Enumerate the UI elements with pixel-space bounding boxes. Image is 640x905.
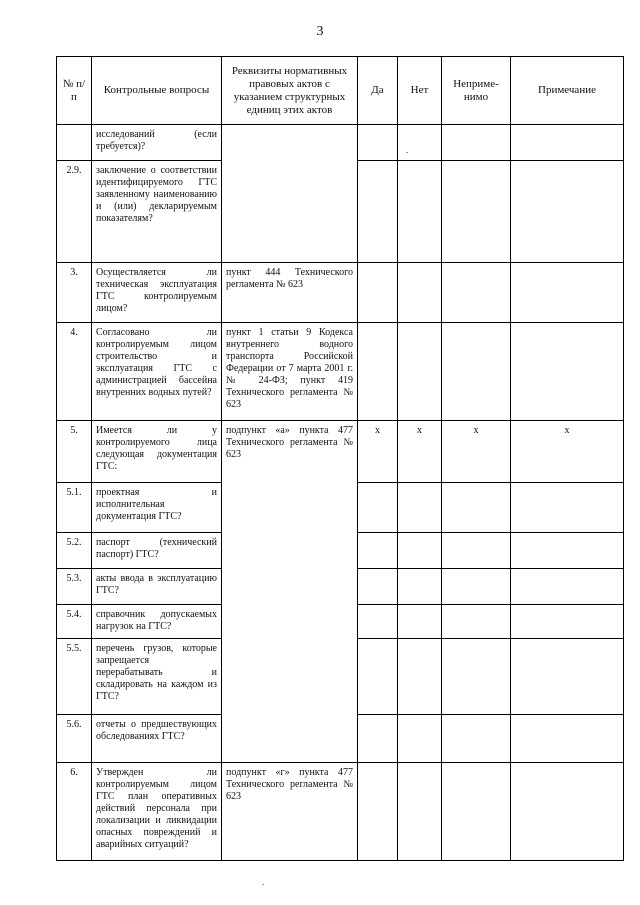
row-not-applicable-cell: [442, 125, 511, 161]
scan-speck: [406, 152, 408, 153]
row-number: 5.: [57, 421, 92, 483]
row-note-cell: [511, 263, 624, 323]
header-not-applicable: Неприме-нимо: [442, 57, 511, 125]
row-question: перечень грузов, которые запрещается перерабатывать и складировать на каждом из ГТС?: [92, 639, 222, 715]
row-note-cell: [511, 639, 624, 715]
row-not-applicable-cell: [442, 569, 511, 605]
row-yes-cell: [358, 263, 398, 323]
row-no-cell: [398, 763, 442, 861]
row-number: 5.1.: [57, 483, 92, 533]
row-no-cell: [398, 263, 442, 323]
row-number: 5.4.: [57, 605, 92, 639]
row-not-applicable-cell: [442, 639, 511, 715]
row-note-cell: [511, 569, 624, 605]
header-note: Примечание: [511, 57, 624, 125]
row-note-cell: [511, 125, 624, 161]
table-row: [57, 323, 624, 421]
row-question: справочник допускаемых нагрузок на ГТС?: [92, 605, 222, 639]
row-not-applicable-cell: [442, 715, 511, 763]
row-reference: пункт 1 статьи 9 Кодекса внутреннего водного транспорта Российской Федерации от 7 марта 2001 г. № 24-ФЗ; пункт 419 Технического регламента № 623: [222, 323, 358, 421]
row-note-cell: [511, 763, 624, 861]
row-question: Согласовано ли контролируемым лицом строительство и эксплуатация ГТС с администрацией бассейна внутренних водных путей?: [92, 323, 222, 421]
row-not-applicable-cell: [442, 263, 511, 323]
row-yes-cell: [358, 483, 398, 533]
row-note-cell: [511, 323, 624, 421]
header-reference: Реквизиты нормативных правовых актов с указанием структурных единиц этих актов: [222, 57, 358, 125]
row-note-cell: [511, 533, 624, 569]
row-no-cell: [398, 533, 442, 569]
row-question: паспорт (технический паспорт) ГТС?: [92, 533, 222, 569]
row-reference: пункт 444 Технического регламента № 623: [222, 263, 358, 323]
scan-speck: [262, 884, 264, 885]
table-row: [57, 263, 624, 323]
row-reference: подпункт «г» пункта 477 Технического регламента № 623: [222, 763, 358, 861]
row-yes-cell: [358, 125, 398, 161]
row-yes-cell: [358, 715, 398, 763]
row-no-cell: [398, 483, 442, 533]
row-number: 5.5.: [57, 639, 92, 715]
row-question: заключение о соответствии идентифицируемого ГТС заявленному наименованию и (или) декларируемым показателям?: [92, 161, 222, 263]
row-yes-cell: [358, 161, 398, 263]
row-question: Утвержден ли контролируемым лицом ГТС план оперативных действий персонала при локализации и ликвидации опасных повреждений и аварийных ситуаций?: [92, 763, 222, 861]
row-number: 5.3.: [57, 569, 92, 605]
row-number: 5.2.: [57, 533, 92, 569]
row-yes-cell: x: [358, 421, 398, 483]
row-yes-cell: [358, 605, 398, 639]
row-yes-cell: [358, 323, 398, 421]
row-no-cell: [398, 605, 442, 639]
row-yes-cell: [358, 639, 398, 715]
row-not-applicable-cell: [442, 483, 511, 533]
row-question: проектная и исполнительная документация ГТС?: [92, 483, 222, 533]
row-number: 6.: [57, 763, 92, 861]
header-question: Контрольные вопросы: [92, 57, 222, 125]
row-note-cell: [511, 161, 624, 263]
row-reference: подпункт «а» пункта 477 Технического регламента № 623: [222, 421, 358, 763]
row-reference: [222, 125, 358, 263]
row-number: 2.9.: [57, 161, 92, 263]
row-yes-cell: [358, 533, 398, 569]
table-row: [57, 763, 624, 861]
row-yes-cell: [358, 569, 398, 605]
row-question: исследований (если требуется)?: [92, 125, 222, 161]
row-no-cell: [398, 639, 442, 715]
row-no-cell: x: [398, 421, 442, 483]
row-number: [57, 125, 92, 161]
row-number: 3.: [57, 263, 92, 323]
row-note-cell: [511, 605, 624, 639]
row-not-applicable-cell: [442, 161, 511, 263]
row-not-applicable-cell: [442, 533, 511, 569]
row-question: отчеты о предшествующих обследованиях ГТС?: [92, 715, 222, 763]
row-note-cell: [511, 715, 624, 763]
row-yes-cell: [358, 763, 398, 861]
inspection-checklist-table: [56, 56, 624, 861]
row-not-applicable-cell: x: [442, 421, 511, 483]
row-no-cell: [398, 125, 442, 161]
header-num: № п/п: [57, 57, 92, 125]
row-not-applicable-cell: [442, 763, 511, 861]
header-no: Нет: [398, 57, 442, 125]
row-question: Осуществляется ли техническая эксплуатация ГТС контролируемым лицом?: [92, 263, 222, 323]
row-no-cell: [398, 161, 442, 263]
row-question: акты ввода в эксплуатацию ГТС?: [92, 569, 222, 605]
row-not-applicable-cell: [442, 605, 511, 639]
row-question: Имеется ли у контролируемого лица следующая документация ГТС:: [92, 421, 222, 483]
row-no-cell: [398, 569, 442, 605]
table-row: [57, 125, 624, 161]
page-number: 3: [316, 24, 324, 39]
row-note-cell: [511, 483, 624, 533]
table-header-row: [57, 57, 624, 125]
header-yes: Да: [358, 57, 398, 125]
row-no-cell: [398, 715, 442, 763]
row-no-cell: [398, 323, 442, 421]
row-number: 5.6.: [57, 715, 92, 763]
table-row: [57, 421, 624, 483]
row-note-cell: x: [511, 421, 624, 483]
row-number: 4.: [57, 323, 92, 421]
row-not-applicable-cell: [442, 323, 511, 421]
